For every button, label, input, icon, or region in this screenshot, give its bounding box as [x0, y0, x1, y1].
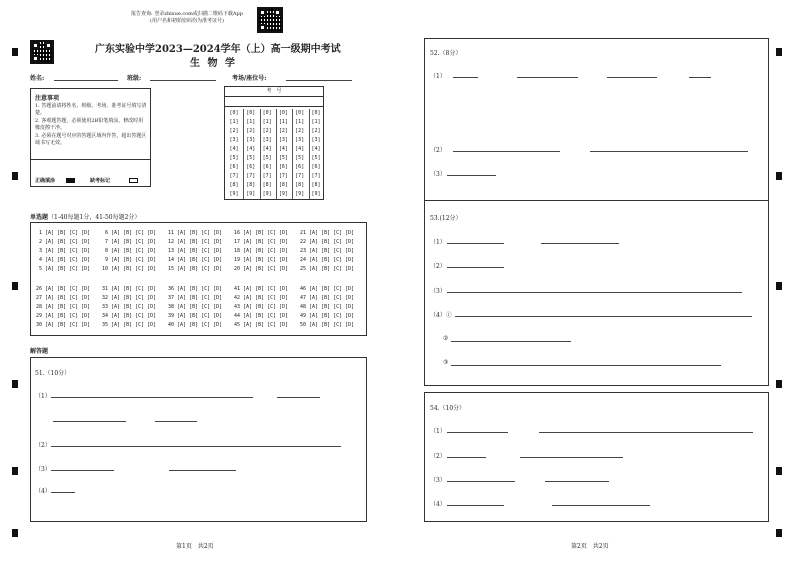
q51-part1-line[interactable] — [155, 421, 197, 422]
q52-answer-area — [424, 38, 769, 200]
missing-mark-label: 缺考标记 — [90, 178, 111, 184]
note-item: 1. 答题前请将姓名、班级、考场、准考证号填写清楚。 — [35, 103, 147, 116]
name-label: 姓名: — [30, 75, 45, 82]
exam-digit-bubble[interactable]: [6] — [295, 164, 305, 170]
q52-part1-line[interactable] — [689, 77, 711, 78]
mc-question-row[interactable]: 15 [A] [B] [C] [D] — [168, 266, 223, 272]
q54-part2-line[interactable] — [447, 457, 486, 458]
alignment-mark — [776, 467, 782, 475]
mc-question-row[interactable]: 34 [A] [B] [C] [D] — [102, 313, 157, 319]
mc-question-row[interactable]: 45 [A] [B] [C] [D] — [234, 322, 289, 328]
q54-part3-label: （3） — [430, 477, 446, 484]
q53-part4c-line[interactable] — [451, 365, 721, 366]
exam-digit-bubble[interactable]: [0] — [246, 110, 256, 116]
q54-title: 54.（10分） — [430, 405, 466, 412]
q53-part2-line[interactable] — [447, 267, 504, 268]
room-seat-label: 考场/座位号: — [232, 75, 267, 82]
q52-part1-line[interactable] — [453, 77, 478, 78]
exam-number-column[interactable] — [309, 109, 323, 199]
alignment-mark — [776, 48, 782, 56]
q52-part2-line[interactable] — [453, 151, 560, 152]
mc-question-row[interactable]: 40 [A] [B] [C] [D] — [168, 322, 223, 328]
q53-part4-line[interactable] — [455, 316, 752, 317]
exam-digit-bubble[interactable]: [2] — [295, 128, 305, 134]
exam-digit-bubble[interactable]: [9] — [262, 191, 272, 197]
exam-number-column[interactable] — [260, 109, 274, 199]
q51-part1-label: （1） — [35, 393, 51, 400]
alignment-mark — [12, 380, 18, 388]
correct-fill-sample — [66, 178, 75, 183]
exam-digit-bubble[interactable]: [6] — [278, 164, 288, 170]
q51-part1-line[interactable] — [51, 397, 253, 398]
mc-question-row[interactable]: 50 [A] [B] [C] [D] — [300, 322, 355, 328]
exam-digit-bubble[interactable]: [2] — [311, 128, 321, 134]
mc-question-row[interactable]: 7 [A] [B] [C] [D] — [102, 239, 157, 245]
exam-digit-bubble[interactable]: [7] — [246, 173, 256, 179]
q54-part3-line[interactable] — [447, 481, 515, 482]
mc-question-row[interactable]: 17 [A] [B] [C] [D] — [234, 239, 289, 245]
mc-question-row[interactable]: 24 [A] [B] [C] [D] — [300, 257, 355, 263]
alignment-mark — [12, 48, 18, 56]
mc-question-row[interactable]: 42 [A] [B] [C] [D] — [234, 295, 289, 301]
mc-question-row[interactable]: 43 [A] [B] [C] [D] — [234, 304, 289, 310]
mc-question-row[interactable]: 28 [A] [B] [C] [D] — [36, 304, 91, 310]
mc-question-row[interactable]: 2 [A] [B] [C] [D] — [36, 239, 91, 245]
q54-part2-line[interactable] — [520, 457, 623, 458]
exam-digit-bubble[interactable]: [7] — [295, 173, 305, 179]
q53-part1-line[interactable] — [541, 243, 619, 244]
alignment-mark — [12, 172, 18, 180]
exam-digit-bubble[interactable]: [8] — [295, 182, 305, 188]
exam-digit-bubble[interactable]: [8] — [311, 182, 321, 188]
exam-digit-bubble[interactable]: [9] — [278, 191, 288, 197]
mc-question-row[interactable]: 22 [A] [B] [C] [D] — [300, 239, 355, 245]
q51-title: 51.（10分） — [35, 370, 71, 377]
mc-question-row[interactable]: 4 [A] [B] [C] [D] — [36, 257, 91, 263]
mc-answer-area — [30, 222, 367, 336]
q53-title: 53.(12分） — [430, 215, 462, 222]
mc-question-row[interactable]: 33 [A] [B] [C] [D] — [102, 304, 157, 310]
exam-title: 广东实验中学2023—2024学年（上）高一级期中考试 — [95, 44, 341, 55]
exam-number-grid — [224, 86, 324, 200]
mc-question-row[interactable]: 16 [A] [B] [C] [D] — [234, 230, 289, 236]
q51-part3-line[interactable] — [169, 470, 236, 471]
mc-question-row[interactable]: 25 [A] [B] [C] [D] — [300, 266, 355, 272]
q52-part1-line[interactable] — [607, 77, 657, 78]
q54-part2-label: （2） — [430, 453, 446, 460]
exam-digit-bubble[interactable]: [4] — [229, 146, 239, 152]
essay-title: 解答题 — [30, 348, 49, 355]
exam-digit-bubble[interactable]: [8] — [246, 182, 256, 188]
exam-digit-bubble[interactable]: [2] — [262, 128, 272, 134]
q51-part3-label: （3） — [35, 466, 51, 473]
mc-question-row[interactable]: 49 [A] [B] [C] [D] — [300, 313, 355, 319]
exam-digit-bubble[interactable]: [5] — [246, 155, 256, 161]
alignment-mark — [776, 529, 782, 537]
exam-digit-bubble[interactable]: [6] — [262, 164, 272, 170]
alignment-mark — [12, 529, 18, 537]
mc-question-row[interactable]: 35 [A] [B] [C] [D] — [102, 322, 157, 328]
notes-title: 注意事项 — [35, 95, 60, 102]
mc-question-row[interactable]: 37 [A] [B] [C] [D] — [168, 295, 223, 301]
mc-question-row[interactable]: 18 [A] [B] [C] [D] — [234, 248, 289, 254]
exam-digit-bubble[interactable]: [7] — [278, 173, 288, 179]
mc-question-row[interactable]: 8 [A] [B] [C] [D] — [102, 248, 157, 254]
mc-question-row[interactable]: 29 [A] [B] [C] [D] — [36, 313, 91, 319]
q51-part2-line[interactable] — [51, 446, 341, 447]
exam-digit-bubble[interactable]: [4] — [262, 146, 272, 152]
q54-part1-line[interactable] — [447, 432, 508, 433]
class-label: 班级: — [127, 75, 142, 82]
exam-digit-bubble[interactable]: [1] — [246, 119, 256, 125]
name-field[interactable] — [54, 80, 118, 81]
exam-digit-bubble[interactable]: [6] — [246, 164, 256, 170]
correct-fill-label: 正确填涂 — [35, 178, 56, 184]
exam-digit-bubble[interactable]: [7] — [229, 173, 239, 179]
q52-part2-line[interactable] — [590, 151, 748, 152]
mc-question-row[interactable]: 48 [A] [B] [C] [D] — [300, 304, 355, 310]
exam-digit-bubble[interactable]: [0] — [311, 110, 321, 116]
q54-part4-label: （4） — [430, 501, 446, 508]
mc-question-row[interactable]: 26 [A] [B] [C] [D] — [36, 286, 91, 292]
mc-question-row[interactable]: 39 [A] [B] [C] [D] — [168, 313, 223, 319]
mc-question-row[interactable]: 30 [A] [B] [C] [D] — [36, 322, 91, 328]
exam-digit-bubble[interactable]: [8] — [229, 182, 239, 188]
q51-part2-label: （2） — [35, 442, 51, 449]
subject-title: 生 物 学 — [190, 58, 237, 69]
mc-question-row[interactable]: 5 [A] [B] [C] [D] — [36, 266, 91, 272]
q53-part4-label: （4）① — [430, 312, 452, 319]
exam-digit-bubble[interactable]: [3] — [295, 137, 305, 143]
q54-part1-line[interactable] — [539, 432, 753, 433]
q54-answer-area — [424, 392, 769, 522]
exam-digit-bubble[interactable]: [5] — [295, 155, 305, 161]
mc-question-row[interactable]: 21 [A] [B] [C] [D] — [300, 230, 355, 236]
exam-digit-bubble[interactable]: [5] — [262, 155, 272, 161]
exam-digit-bubble[interactable]: [9] — [295, 191, 305, 197]
q53-part3-label: （3） — [430, 288, 446, 295]
exam-digit-bubble[interactable]: [3] — [246, 137, 256, 143]
mc-question-row[interactable]: 36 [A] [B] [C] [D] — [168, 286, 223, 292]
exam-digit-bubble[interactable]: [3] — [262, 137, 272, 143]
exam-number-column[interactable] — [276, 109, 290, 199]
q53-part4b-label: ② — [443, 335, 449, 342]
mc-question-row[interactable]: 47 [A] [B] [C] [D] — [300, 295, 355, 301]
exam-digit-bubble[interactable]: [7] — [262, 173, 272, 179]
q52-part2-label: （2） — [430, 147, 446, 154]
exam-digit-bubble[interactable]: [7] — [311, 173, 321, 179]
alignment-mark — [12, 282, 18, 290]
mc-question-row[interactable]: 11 [A] [B] [C] [D] — [168, 230, 223, 236]
q51-answer-area — [30, 357, 367, 522]
mc-question-row[interactable]: 19 [A] [B] [C] [D] — [234, 257, 289, 263]
mc-question-row[interactable]: 38 [A] [B] [C] [D] — [168, 304, 223, 310]
q52-part3-label: （3） — [430, 171, 446, 178]
note-item: 2. 客观题答题，必须使用2B铅笔填涂，修改时用橡皮擦干净。 — [35, 118, 144, 131]
page1-footer: 第1页 共2页 — [176, 543, 214, 550]
q53-part1-label: （1） — [430, 239, 446, 246]
q53-part1-line[interactable] — [447, 243, 504, 244]
exam-digit-bubble[interactable]: [4] — [311, 146, 321, 152]
mc-question-row[interactable]: 12 [A] [B] [C] [D] — [168, 239, 223, 245]
room-seat-field[interactable] — [286, 80, 352, 81]
q53-part4c-label: ③ — [443, 359, 449, 366]
q52-part3-line[interactable] — [447, 175, 496, 176]
exam-digit-bubble[interactable]: [3] — [229, 137, 239, 143]
note-item: 3. 必须在题号对应的答题区域内作答，超出答题区域书写无效。 — [35, 133, 147, 146]
mc-question-row[interactable]: 6 [A] [B] [C] [D] — [102, 230, 157, 236]
q53-part4b-line[interactable] — [451, 341, 571, 342]
mc-question-row[interactable]: 41 [A] [B] [C] [D] — [234, 286, 289, 292]
mc-question-row[interactable]: 20 [A] [B] [C] [D] — [234, 266, 289, 272]
q51-part3-line[interactable] — [51, 470, 114, 471]
q51-part1-line[interactable] — [277, 397, 320, 398]
exam-digit-bubble[interactable]: [9] — [311, 191, 321, 197]
exam-digit-bubble[interactable]: [4] — [246, 146, 256, 152]
mc-question-row[interactable]: 1 [A] [B] [C] [D] — [36, 230, 91, 236]
mc-question-row[interactable]: 44 [A] [B] [C] [D] — [234, 313, 289, 319]
exam-digit-bubble[interactable]: [9] — [246, 191, 256, 197]
exam-digit-bubble[interactable]: [5] — [229, 155, 239, 161]
q54-part4-line[interactable] — [447, 505, 504, 506]
alignment-mark — [776, 380, 782, 388]
exam-digit-bubble[interactable]: [8] — [278, 182, 288, 188]
q52-part1-line[interactable] — [517, 77, 578, 78]
exam-digit-bubble[interactable]: [0] — [278, 110, 288, 116]
mc-question-row[interactable]: 3 [A] [B] [C] [D] — [36, 248, 91, 254]
class-field[interactable] — [150, 80, 216, 81]
q51-part1-line[interactable] — [53, 421, 126, 422]
exam-digit-bubble[interactable]: [1] — [262, 119, 272, 125]
q52-part1-label: （1） — [430, 73, 446, 80]
page2-footer: 第2页 共2页 — [571, 543, 609, 550]
exam-digit-bubble[interactable]: [3] — [278, 137, 288, 143]
mc-question-row[interactable]: 46 [A] [B] [C] [D] — [300, 286, 355, 292]
student-qr-code — [30, 40, 54, 64]
exam-digit-bubble[interactable]: [6] — [311, 164, 321, 170]
report-query-line2: (用户名和初始密码均为准考证号) — [150, 17, 224, 24]
mc-question-row[interactable]: 31 [A] [B] [C] [D] — [102, 286, 157, 292]
exam-digit-bubble[interactable]: [4] — [295, 146, 305, 152]
exam-digit-bubble[interactable]: [1] — [311, 119, 321, 125]
exam-number-column[interactable] — [243, 109, 257, 199]
exam-digit-bubble[interactable]: [0] — [295, 110, 305, 116]
report-query-line1: 报告查询: 登录zhixue.com或扫描二维码下载App — [131, 11, 243, 17]
app-qr-code — [257, 7, 283, 33]
q53-part2-label: （2） — [430, 263, 446, 270]
missing-mark-box[interactable] — [129, 178, 138, 183]
exam-digit-bubble[interactable]: [1] — [295, 119, 305, 125]
alignment-mark — [12, 467, 18, 475]
exam-digit-bubble[interactable]: [5] — [278, 155, 288, 161]
mc-question-row[interactable]: 9 [A] [B] [C] [D] — [102, 257, 157, 263]
exam-digit-bubble[interactable]: [0] — [229, 110, 239, 116]
mc-question-row[interactable]: 13 [A] [B] [C] [D] — [168, 248, 223, 254]
exam-digit-bubble[interactable]: [0] — [262, 110, 272, 116]
q53-answer-area — [424, 200, 769, 386]
q51-part4-label: （4） — [35, 488, 51, 495]
mc-question-row[interactable]: 10 [A] [B] [C] [D] — [102, 266, 157, 272]
mc-title: 单选题（1-40每题1分，41-50每题2分） — [30, 214, 141, 221]
mc-question-row[interactable]: 32 [A] [B] [C] [D] — [102, 295, 157, 301]
exam-digit-bubble[interactable]: [2] — [229, 128, 239, 134]
mc-question-row[interactable]: 14 [A] [B] [C] [D] — [168, 257, 223, 263]
mc-question-row[interactable]: 23 [A] [B] [C] [D] — [300, 248, 355, 254]
q54-part4-line[interactable] — [552, 505, 650, 506]
notes-box — [30, 88, 151, 187]
exam-digit-bubble[interactable]: [1] — [278, 119, 288, 125]
exam-digit-bubble[interactable]: [5] — [311, 155, 321, 161]
mc-question-row[interactable]: 27 [A] [B] [C] [D] — [36, 295, 91, 301]
exam-number-label: 考 号 — [225, 88, 323, 97]
q54-part1-label: （1） — [430, 428, 446, 435]
notes-list — [35, 103, 147, 146]
exam-digit-bubble[interactable]: [9] — [229, 191, 239, 197]
report-query-notice — [117, 11, 257, 24]
q53-part3-line[interactable] — [447, 292, 742, 293]
q51-part4-line[interactable] — [51, 492, 75, 493]
alignment-mark — [776, 172, 782, 180]
exam-digit-bubble[interactable]: [8] — [262, 182, 272, 188]
exam-digit-bubble[interactable]: [6] — [229, 164, 239, 170]
alignment-mark — [776, 282, 782, 290]
exam-number-column[interactable] — [227, 109, 241, 199]
q54-part3-line[interactable] — [545, 481, 609, 482]
exam-number-column[interactable] — [292, 109, 306, 199]
exam-digit-bubble[interactable]: [4] — [278, 146, 288, 152]
exam-digit-bubble[interactable]: [2] — [278, 128, 288, 134]
exam-digit-bubble[interactable]: [1] — [229, 119, 239, 125]
exam-digit-bubble[interactable]: [3] — [311, 137, 321, 143]
q52-title: 52.（8分） — [430, 50, 462, 57]
exam-digit-bubble[interactable]: [2] — [246, 128, 256, 134]
